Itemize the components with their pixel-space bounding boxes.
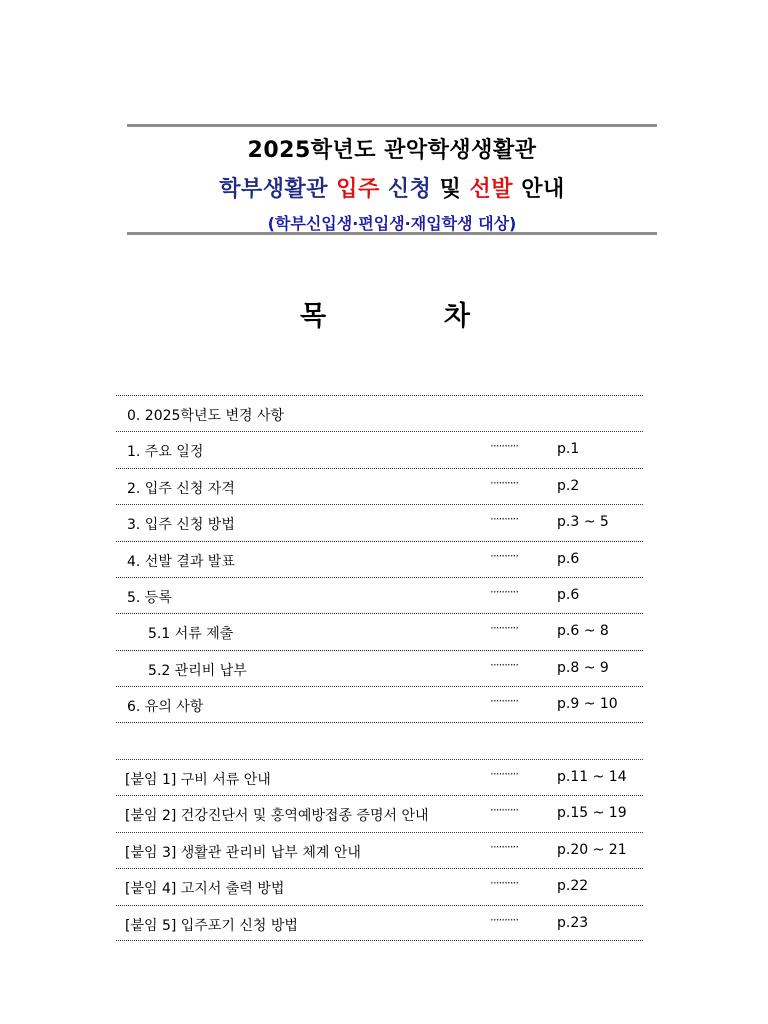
- toc-main-list: [116, 395, 643, 723]
- toc-item-page: p.6: [557, 586, 580, 603]
- subtitle-part-application: 신청: [387, 177, 432, 202]
- subtitle-part-selection: 선발: [469, 177, 514, 202]
- document-title: 2025학년도 관악학생생활관: [247, 138, 537, 163]
- toc-item-page: p.3 ~ 5: [557, 514, 609, 531]
- toc-item-label: 1. 주요 일정: [127, 444, 204, 461]
- toc-item-label: 5.2 관리비 납부: [148, 662, 247, 679]
- toc-row: [116, 686, 643, 722]
- toc-row: [116, 541, 643, 577]
- toc-leader-dots: ··········: [490, 767, 519, 781]
- subtitle-part-dormitory: 학부생활관: [219, 177, 329, 202]
- toc-item-page: p.2: [557, 477, 580, 494]
- toc-row: [116, 577, 643, 613]
- toc-item-page: p.20 ~ 21: [557, 841, 627, 858]
- toc-leader-dots: ··········: [490, 876, 519, 891]
- document-subtitle: [127, 172, 657, 203]
- toc-attachment-label: [붙임 4] 고지서 출력 방법: [125, 881, 285, 898]
- toc-attachment-label: [붙임 3] 생활관 관리비 납부 체계 안내: [125, 844, 361, 861]
- toc-leader-dots: ··········: [490, 694, 519, 709]
- toc-attachment-row: [116, 832, 643, 868]
- toc-subrow: [116, 650, 643, 686]
- toc-row: [116, 431, 643, 467]
- toc-item-page: p.23: [557, 914, 589, 931]
- toc-leader-dots: ··········: [490, 839, 519, 854]
- toc-item-page: p.1: [557, 441, 580, 458]
- toc-leader-dots: ··········: [490, 621, 519, 636]
- subtitle-part-guide: 안내: [521, 177, 565, 202]
- toc-row: [116, 504, 643, 540]
- toc-attachment-label: [붙임 5] 입주포기 신청 방법: [125, 917, 298, 934]
- toc-row: [116, 468, 643, 504]
- toc-item-page: p.22: [557, 878, 589, 895]
- subtitle-part-and: 및: [439, 177, 462, 202]
- title-box: [127, 124, 657, 235]
- toc-item-page: p.8 ~ 9: [557, 659, 609, 676]
- toc-item-label: 5.1 서류 제출: [148, 626, 234, 643]
- toc-item-label: 6. 유의 사항: [127, 699, 204, 716]
- toc-heading: [300, 294, 470, 334]
- toc-leader-dots: ··········: [490, 657, 519, 672]
- toc-attachment-row: [116, 905, 643, 941]
- toc-leader-dots: ··········: [490, 803, 519, 818]
- target-audience: (학부신입생·편입생·재입학생 대상): [267, 214, 517, 233]
- subtitle-part-move-in: 입주: [336, 177, 380, 202]
- toc-attachment-label: [붙임 1] 구비 서류 안내: [125, 772, 271, 788]
- toc-leader-dots: ··········: [490, 584, 519, 599]
- toc-item-label: 2. 입주 신청 자격: [127, 480, 235, 497]
- toc-leader-dots: ··········: [490, 912, 519, 927]
- toc-attachment-row: [116, 868, 643, 904]
- toc-attachments-list: [116, 759, 643, 941]
- toc-item-page: p.11 ~ 14: [557, 769, 627, 785]
- toc-leader-dots: ··········: [490, 439, 519, 454]
- toc-item-page: p.6 ~ 8: [557, 623, 609, 640]
- toc-attachment-row: [116, 759, 643, 795]
- toc-attachment-label: [붙임 2] 건강진단서 및 홍역예방접종 증명서 안내: [125, 808, 429, 825]
- toc-item-page: p.6: [557, 550, 580, 567]
- toc-item-label: 5. 등록: [127, 589, 172, 606]
- toc-item-page: p.15 ~ 19: [557, 805, 627, 822]
- toc-leader-dots: ··········: [490, 512, 519, 527]
- toc-leader-dots: ··········: [490, 475, 519, 490]
- toc-item-page: p.9 ~ 10: [557, 696, 618, 713]
- toc-heading-left: 목: [300, 301, 327, 332]
- toc-row: [116, 395, 643, 431]
- toc-subrow: [116, 613, 643, 649]
- toc-attachment-row: [116, 795, 643, 831]
- toc-item-label: 0. 2025학년도 변경 사항: [127, 408, 285, 424]
- toc-item-label: 3. 입주 신청 방법: [127, 517, 235, 534]
- toc-leader-dots: ··········: [490, 548, 519, 563]
- toc-item-label: 4. 선발 결과 발표: [127, 553, 235, 570]
- toc-heading-right: 차: [443, 301, 470, 332]
